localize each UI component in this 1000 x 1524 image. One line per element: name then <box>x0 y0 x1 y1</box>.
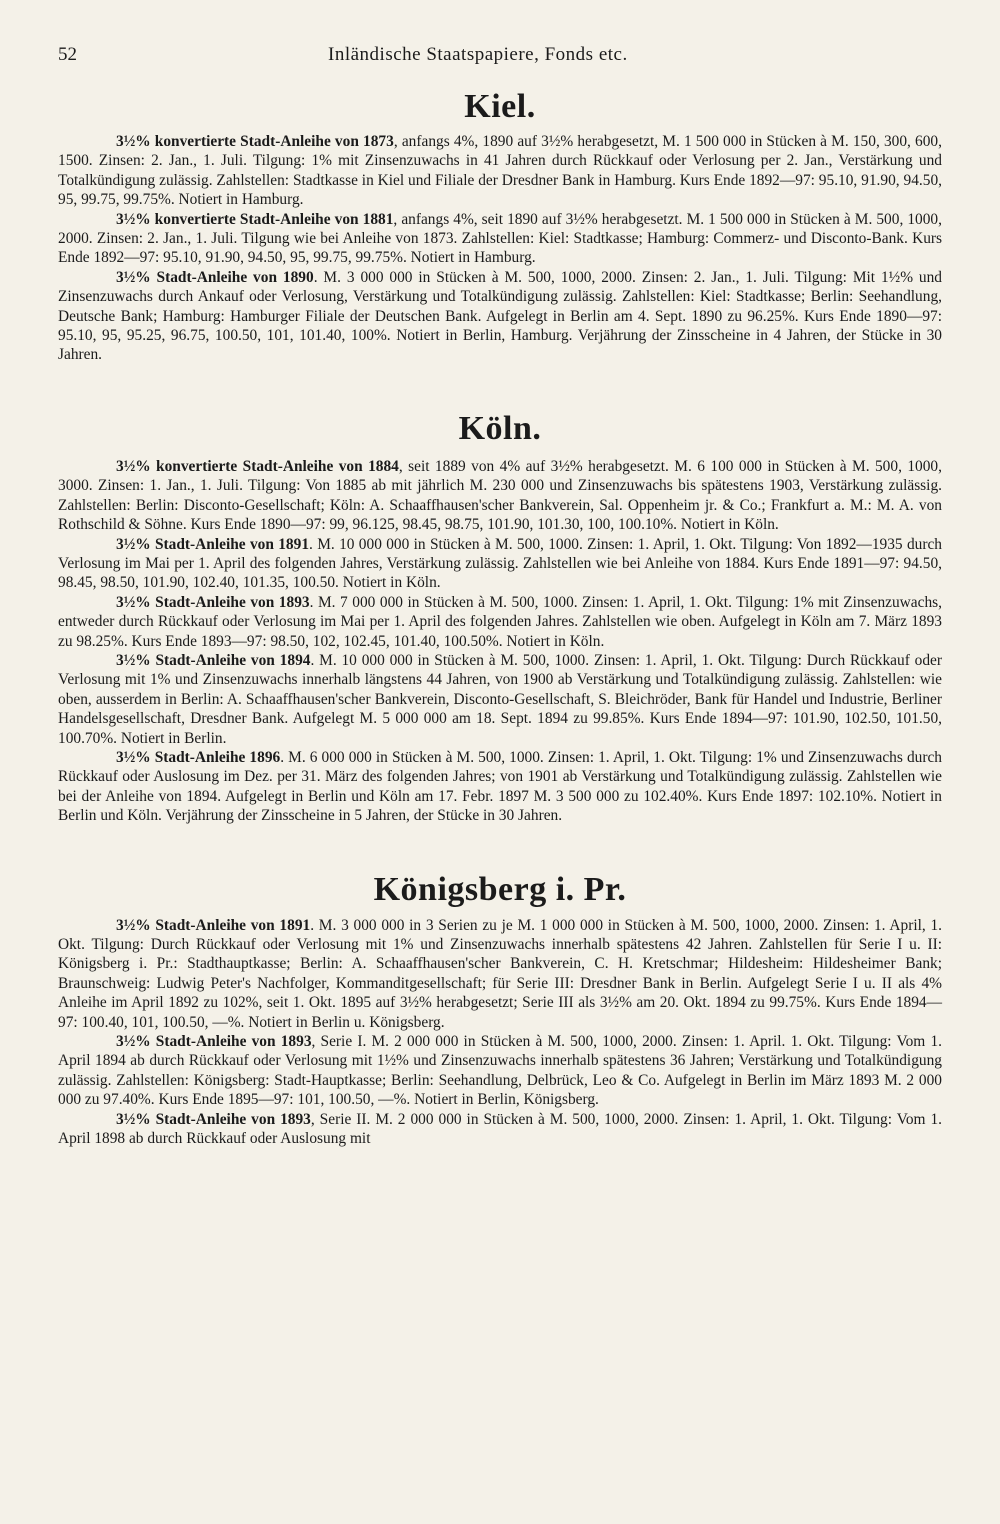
entry-text: . M. 3 000 000 in 3 Serien zu je M. 1 000 000 in Stücken à M. 500, 1000, 2000. Zinsen: 1. April, 1. Okt. Tilgung: Durch Rückkauf oder Verlosung mit 1% und Zinsenzuwachs innerhalb spätestens 42 Jahren. Zahlstellen für Serie I u. II: Königsberg i. Pr.: Stadthauptkasse; Berlin: A. Schaaffhausen'scher Bankverein, C. H. Kretschmar; Hildesheim: Hildesheimer Bank; Braunschweig: Ludwig Peter's Nachfolger, Kommanditgesellschaft; für Serie III: Dresdner Bank in Berlin. Aufgelegt Serie I u. II als 4% Anleihe im April 1892 zu 102%, seit 1. Okt. 1895 auf 3½% herabgesetzt; Serie III als 3½% am 20. Okt. 1894 zu 99.75%. Kurs Ende 1894—97: 100.40, 101, 100.50, —%. Notiert in Berlin u. Königsberg. <box>58 916 942 1031</box>
page-number: 52 <box>58 44 77 65</box>
entry-text: . M. 10 000 000 in Stücken à M. 500, 1000. Zinsen: 1. April, 1. Okt. Tilgung: Durch Rückkauf oder Verlosung mit 1% und Zinsenzuwachs innerhalb längstens 44 Jahren, von 1900 ab Verstärkung und Totalkündigung zulässig. Zahlstellen: wie oben, ausserdem in Berlin: A. Schaaffhausen'scher Bankverein, Disconto-Gesellschaft, S. Bleichröder, Bank für Handel und Industrie, Berliner Handelsgesellschaft, Dresdner Bank. Aufgelegt M. 5 000 000 am 18. Sept. 1894 zu 99.85%. Kurs Ende 1894—97: 101.90, 102.50, 101.50, 100.70%. Notiert in Berlin. <box>58 651 942 747</box>
entry-text: . M. 6 000 000 in Stücken à M. 500, 1000. Zinsen: 1. April, 1. Okt. Tilgung: 1% und Zinsenzuwachs durch Rückkauf oder Auslosung im Dez. per 31. März des folgenden Jahres; von 1901 ab Verstärkung und Totalkündigung zulässig. Zahlstellen wie bei der Anleihe von 1894. Aufgelegt in Berlin und Köln am 17. Febr. 1897 M. 3 500 000 zu 102.40%. Kurs Ende 1897: 102.10%. Notiert in Berlin und Köln. Verjährung der Zinsscheine in 5 Jahren, der Stücke in 30 Jahren. <box>58 748 942 825</box>
entry-text: , anfangs 4%, seit 1890 auf 3½% herabgesetzt. M. 1 500 000 in Stücken à M. 500, 1000, 2000. Zinsen: 2. Jan., 1. Juli. Tilgung wie bei Anleihe von 1873. Zahlstellen: Kiel: Stadtkasse; Hamburg: Commerz- und Disconto-Bank. Kurs Ende 1892—97: 95.10, 91.90, 94.50, 95, 99.75, 99.75%. Notiert in Hamburg. <box>58 210 942 267</box>
entry-text: , seit 1889 von 4% auf 3½% herabgesetzt. M. 6 100 000 in Stücken à M. 500, 1000, 3000. Zinsen: 1. Jan., 1. Juli. Tilgung: Von 1885 ab mit jährlich M. 230 000 und Zinsenzuwachs bis spätestens 1903, Verstärkung zulässig. Zahlstellen: Berlin: Disconto-Gesellschaft; Köln: A. Schaaffhausen'scher Bankverein, Sal. Oppenheim jr. & Co.; Frankfurt a. M.: M. A. von Rothschild & Söhne. Kurs Ende 1890—97: 99, 96.125, 98.45, 98.75, 101.90, 101.30, 100, 100.10%. Notiert in Köln. <box>58 457 942 534</box>
section-title-kiel: Kiel. <box>464 88 536 125</box>
entry-text: , Serie I. M. 2 000 000 in Stücken à M. 500, 1000, 2000. Zinsen: 1. April. 1. Okt. Tilgung: Vom 1. April 1894 ab durch Rückkauf oder Verlosung mit 1½% und Zinsenzuwachs innerhalb spätestens 36 Jahren; Verstärkung und Totalkündigung zulässig. Zahlstellen: Königsberg: Stadt-Hauptkasse; Berlin: Seehandlung, Delbrück, Leo & Co. Aufgelegt in Berlin im März 1893 M. 2 000 000 zu 97.40%. Kurs Ende 1895—97: 101, 100.50, —%. Notiert in Berlin, Königsberg. <box>58 1033 942 1109</box>
entry-heading: 3½% Stadt-Anleihe von 1893 <box>116 593 310 611</box>
entry-heading: 3½% Stadt-Anleihe von 1890 <box>116 268 314 286</box>
entry-heading: 3½% konvertierte Stadt-Anleihe von 1881 <box>116 210 394 228</box>
entry-text: , Serie II. M. 2 000 000 in Stücken à M. 500, 1000, 2000. Zinsen: 1. April, 1. Okt. Tilgung: Vom 1. April 1898 ab durch Rückkauf oder Auslosung mit <box>58 1110 942 1148</box>
entry-text: . M. 10 000 000 in Stücken à M. 500, 1000. Zinsen: 1. April, 1. Okt. Tilgung: Von 1892—1935 durch Verlosung im Mai per 1. April des folgenden Jahres, Verstärkung zulässig. Zahlstellen wie bei Anleihe von 1884. Kurs Ende 1891—97: 94.50, 98.45, 98.50, 101.90, 102.40, 101.35, 100.50. Notiert in Köln. <box>58 535 942 592</box>
entry-koenigsberg-1893-serie-2 <box>58 1110 942 1149</box>
entry-koenigsberg-1891 <box>58 916 942 1032</box>
entry-koenigsberg-1893-serie-1 <box>58 1032 942 1110</box>
entry-text: , anfangs 4%, 1890 auf 3½% herabgesetzt, M. 1 500 000 in Stücken à M. 150, 300, 600, 1500. Zinsen: 2. Jan., 1. Juli. Tilgung: 1% mit Zinsenzuwachs in 41 Jahren durch Rückkauf oder Verlosung per 2. Jan., Verstärkung und Totalkündigung zulässig. Zahlstellen: Stadtkasse in Kiel und Filiale der Dresdner Bank in Hamburg. Kurs Ende 1892—97: 95.10, 91.90, 94.50, 95, 99.75, 99.75%. Notiert in Hamburg. <box>58 133 942 209</box>
entry-heading: 3½% Stadt-Anleihe von 1893 <box>116 1110 311 1128</box>
entry-heading: 3½% konvertierte Stadt-Anleihe von 1873 <box>116 133 394 150</box>
entry-heading: 3½% Stadt-Anleihe von 1894 <box>116 651 311 669</box>
entry-kiel-1873 <box>58 132 942 210</box>
entry-heading: 3½% Stadt-Anleihe 1896 <box>116 748 281 766</box>
entry-koeln-1894 <box>58 651 942 748</box>
entry-heading: 3½% Stadt-Anleihe von 1893 <box>116 1033 312 1051</box>
entry-koeln-1893 <box>58 593 942 651</box>
entry-kiel-1890 <box>58 268 942 365</box>
entry-koeln-1896 <box>58 748 942 826</box>
page-body <box>58 88 942 1148</box>
entry-text: . M. 7 000 000 in Stücken à M. 500, 1000. Zinsen: 1. April, 1. Okt. Tilgung: 1% mit Zinsenzuwachs, entweder durch Rückkauf oder Verlosung im Mai per 1. April des folgenden Jahres. Zahlstellen wie oben. Aufgelegt in Köln am 7. März 1893 zu 98.25%. Kurs Ende 1893—97: 98.50, 102, 102.45, 101.40, 100.50%. Notiert in Köln. <box>58 593 942 650</box>
entry-heading: 3½% Stadt-Anleihe von 1891 <box>116 535 310 553</box>
entry-kiel-1881 <box>58 210 942 268</box>
running-title: Inländische Staatspapiere, Fonds etc. <box>328 44 628 65</box>
entry-koeln-1884 <box>58 457 942 535</box>
entry-koeln-1891 <box>58 535 942 593</box>
entry-heading: 3½% Stadt-Anleihe von 1891 <box>116 916 311 934</box>
running-header <box>58 44 942 70</box>
entry-heading: 3½% konvertierte Stadt-Anleihe von 1884 <box>116 457 399 475</box>
entry-text: . M. 3 000 000 in Stücken à M. 500, 1000, 2000. Zinsen: 2. Jan., 1. Juli. Tilgung: Mit 1½% und Zinsenzuwachs durch Ankauf oder Verlosung, Verstärkung und Totalkündigung zulässig. Zahlstellen: Kiel: Stadtkasse; Berlin: Seehandlung, Deutsche Bank; Hamburg: Hamburger Filiale der Deutschen Bank. Aufgelegt in Berlin am 4. Sept. 1890 zu 96.25%. Kurs Ende 1890—97: 95.10, 95, 95.25, 96.75, 100.50, 101, 101.40, 100%. Notiert in Berlin, Hamburg. Verjährung der Zinsscheine in 4 Jahren, der Stücke in 30 Jahren. <box>58 268 942 364</box>
section-title-koeln: Köln. <box>458 409 542 447</box>
section-title-koenigsberg: Königsberg i. Pr. <box>373 870 627 908</box>
